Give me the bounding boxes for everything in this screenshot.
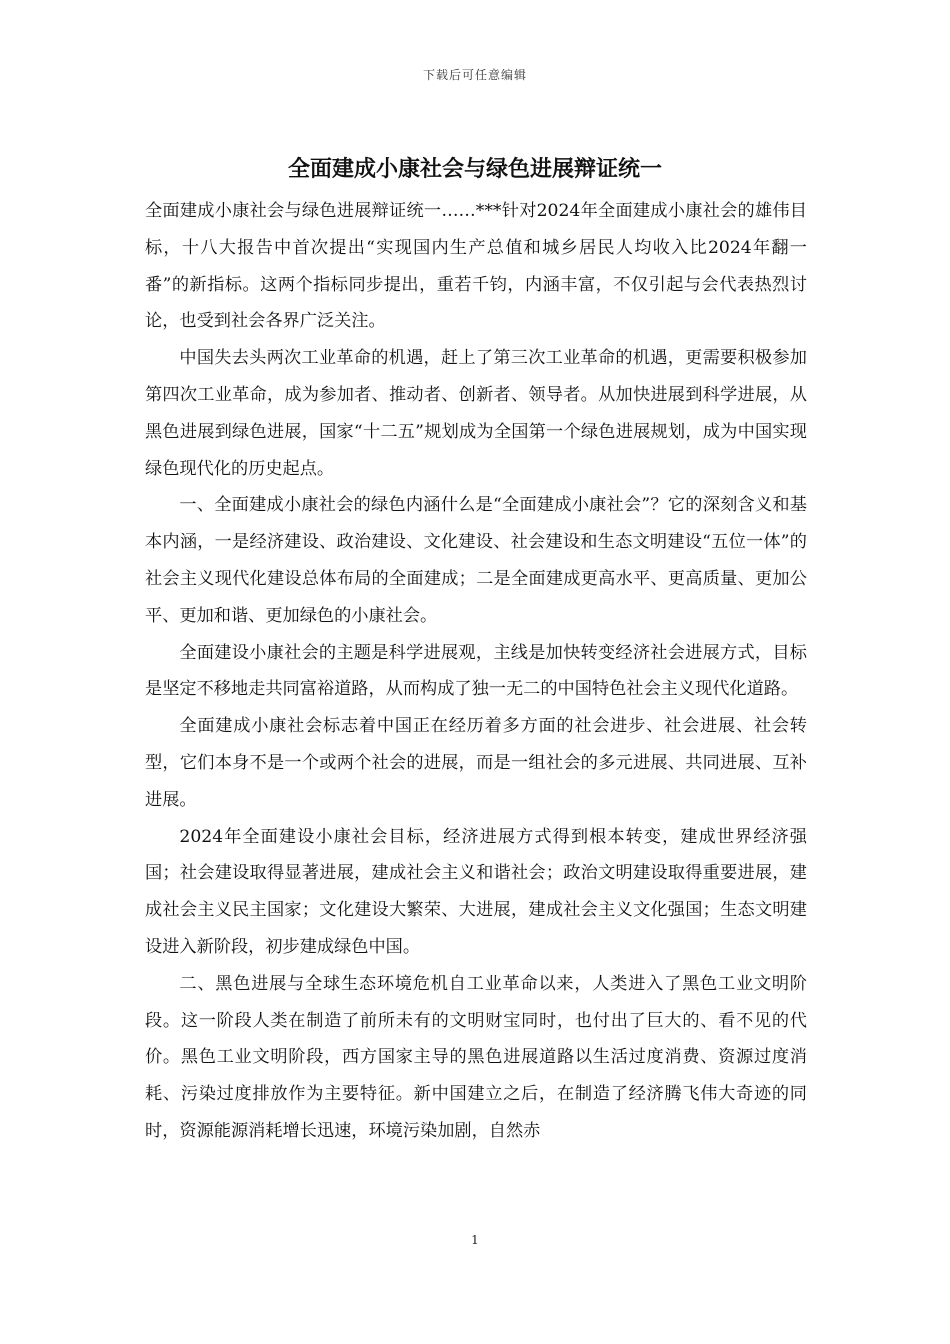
paragraph-6: 2024年全面建设小康社会目标，经济进展方式得到根本转变，建成世界经济强国；社会建设取得显著进展，建成社会主义和谐社会；政治文明建设取得重要进展，建成社会主义民主国家；文化建设大繁荣、大进展，建成社会主义文化强国；生态文明建设进入新阶段，初步建成绿色中国。 bbox=[145, 826, 807, 957]
paragraph-4: 全面建设小康社会的主题是科学进展观，主线是加快转变经济社会进展方式，目标是坚定不移地走共同富裕道路，从而构成了独一无二的中国特色社会主义现代化道路。 bbox=[145, 642, 807, 700]
paragraph-5: 全面建成小康社会标志着中国正在经历着多方面的社会进步、社会进展、社会转型，它们本身不是一个或两个社会的进展，而是一组社会的多元进展、共同进展、互补进展。 bbox=[145, 716, 807, 810]
paragraph-3: 一、全面建成小康社会的绿色内涵什么是“全面建成小康社会”？它的深刻含义和基本内涵，一是经济建设、政治建设、文化建设、社会建设和生态文明建设“五位一体”的社会主义现代化建设总体布局的全面建成；二是全面建成更高水平、更高质量、更加公平、更加和谐、更加绿色的小康社会。 bbox=[145, 495, 807, 626]
document-title: 全面建成小康社会与绿色进展辩证统一 bbox=[287, 157, 662, 182]
paragraph-7: 二、黑色进展与全球生态环境危机自工业革命以来，人类进入了黑色工业文明阶段。这一阶段人类在制造了前所未有的文明财宝同时，也付出了巨大的、看不见的代价。黑色工业文明阶段，西方国家主导的黑色进展道路以生活过度消费、资源过度消耗、污染过度排放作为主要特征。新中国建立之后，在制造了经济腾飞伟大奇迹的同时，资源能源消耗增长迅速，环境污染加剧，自然赤 bbox=[145, 973, 807, 1141]
header-note: 下载后可任意编辑 bbox=[422, 68, 527, 82]
document-body bbox=[145, 193, 807, 1150]
page-number: 1 bbox=[471, 1233, 479, 1247]
paragraph-1: 全面建成小康社会与绿色进展辩证统一……***针对2024年全面建成小康社会的雄伟目标，十八大报告中首次提出“实现国内生产总值和城乡居民人均收入比2024年翻一番”的新指标。这两个指标同步提出，重若千钧，内涵丰富，不仅引起与会代表热烈讨论，也受到社会各界广泛关注。 bbox=[145, 201, 807, 332]
paragraph-2: 中国失去头两次工业革命的机遇，赶上了第三次工业革命的机遇，更需要积极参加第四次工业革命，成为参加者、推动者、创新者、领导者。从加快进展到科学进展，从黑色进展到绿色进展，国家“十二五”规划成为全国第一个绿色进展规划，成为中国实现绿色现代化的历史起点。 bbox=[145, 348, 807, 479]
